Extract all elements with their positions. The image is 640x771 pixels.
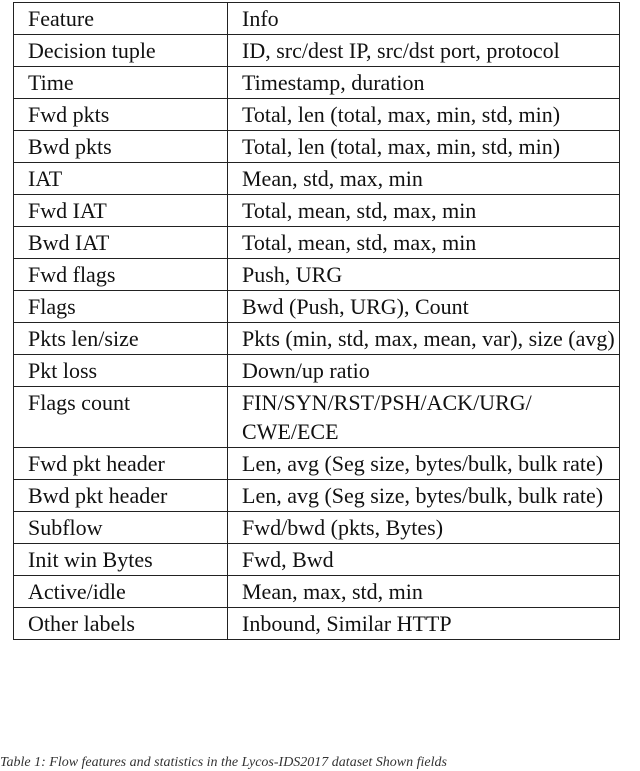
feature-cell: Bwd pkt header (14, 480, 228, 512)
table-row (14, 227, 620, 259)
table-row (14, 355, 620, 387)
info-cell: Inbound, Similar HTTP (228, 608, 620, 640)
feature-cell: Time (14, 67, 228, 99)
info-cell: Total, mean, std, max, min (228, 195, 620, 227)
table-row (14, 512, 620, 544)
feature-cell: Flags (14, 291, 228, 323)
info-cell: ID, src/dest IP, src/dst port, protocol (228, 35, 620, 67)
table-row (14, 387, 620, 448)
feature-cell: Flags count (14, 387, 228, 448)
info-cell: Total, mean, std, max, min (228, 227, 620, 259)
table-row (14, 35, 620, 67)
info-cell: Fwd/bwd (pkts, Bytes) (228, 512, 620, 544)
feature-cell: Decision tuple (14, 35, 228, 67)
info-cell: Down/up ratio (228, 355, 620, 387)
table-row (14, 480, 620, 512)
feature-table-container (13, 2, 620, 640)
table-row (14, 608, 620, 640)
table-caption: Table 1: Flow features and statistics in the Lycos-IDS2017 dataset Shown fields (0, 755, 447, 770)
info-cell: Pkts (min, std, max, mean, var), size (avg) (228, 323, 620, 355)
info-cell: Push, URG (228, 259, 620, 291)
feature-cell: Pkts len/size (14, 323, 228, 355)
table-row (14, 259, 620, 291)
info-cell: Mean, max, std, min (228, 576, 620, 608)
feature-cell: Bwd pkts (14, 131, 228, 163)
table-row (14, 448, 620, 480)
feature-cell: Fwd pkts (14, 99, 228, 131)
feature-cell: Fwd flags (14, 259, 228, 291)
info-cell: Fwd, Bwd (228, 544, 620, 576)
feature-cell: Active/idle (14, 576, 228, 608)
header-feature: Feature (14, 3, 228, 35)
table-row (14, 544, 620, 576)
feature-cell: Fwd pkt header (14, 448, 228, 480)
info-cell: Total, len (total, max, min, std, min) (228, 99, 620, 131)
feature-table (13, 2, 620, 640)
feature-cell: Subflow (14, 512, 228, 544)
table-row (14, 67, 620, 99)
table-row (14, 99, 620, 131)
feature-cell: IAT (14, 163, 228, 195)
table-row (14, 291, 620, 323)
info-cell: Bwd (Push, URG), Count (228, 291, 620, 323)
feature-cell: Other labels (14, 608, 228, 640)
header-info: Info (228, 3, 620, 35)
feature-table-body (14, 3, 620, 640)
info-cell: FIN/SYN/RST/PSH/ACK/URG/ CWE/ECE (228, 387, 620, 448)
feature-cell: Bwd IAT (14, 227, 228, 259)
info-cell: Len, avg (Seg size, bytes/bulk, bulk rate) (228, 480, 620, 512)
feature-cell: Pkt loss (14, 355, 228, 387)
table-row (14, 163, 620, 195)
table-row (14, 131, 620, 163)
feature-cell: Init win Bytes (14, 544, 228, 576)
table-header-row (14, 3, 620, 35)
info-cell: Total, len (total, max, min, std, min) (228, 131, 620, 163)
info-cell: Timestamp, duration (228, 67, 620, 99)
table-row (14, 195, 620, 227)
info-cell: Len, avg (Seg size, bytes/bulk, bulk rate) (228, 448, 620, 480)
info-cell: Mean, std, max, min (228, 163, 620, 195)
feature-cell: Fwd IAT (14, 195, 228, 227)
table-row (14, 576, 620, 608)
table-row (14, 323, 620, 355)
